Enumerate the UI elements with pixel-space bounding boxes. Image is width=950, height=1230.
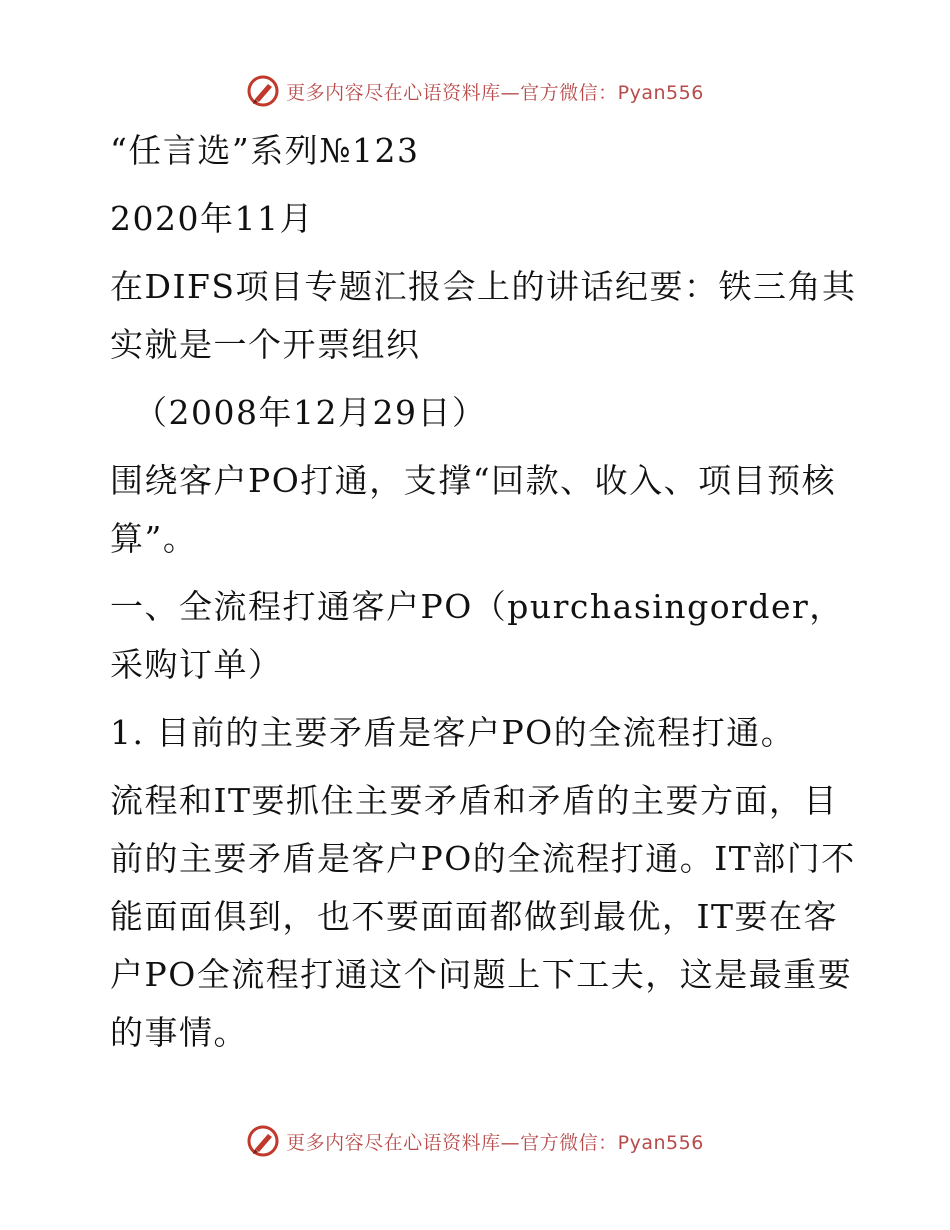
pen-logo-icon: [246, 1124, 280, 1158]
pen-logo-icon: [246, 74, 280, 108]
watermark-text: 更多内容尽在心语资料库—官方微信：Pyan556: [286, 81, 704, 104]
watermark-header: [0, 74, 950, 108]
section-heading-1: 一、全流程打通客户PO（purchasingorder，采购订单）: [110, 587, 844, 684]
speech-title: 在DIFS项目专题汇报会上的讲话纪要：铁三角其实就是一个开票组织: [110, 267, 857, 364]
series-title: “任言选”系列№123: [110, 131, 420, 170]
watermark-footer: [0, 1124, 950, 1158]
speech-date: （2008年12月29日）: [134, 393, 487, 432]
date-line: 2020年11月: [110, 199, 314, 238]
subsection-heading-1: 1. 目前的主要矛盾是客户PO的全流程打通。: [110, 713, 796, 752]
paragraph-body: 流程和IT要抓住主要矛盾和矛盾的主要方面，目前的主要矛盾是客户PO的全流程打通。IT部门不能面面俱到，也不要面面都做到最优，IT要在客户PO全流程打通这个问题上下工夫，这是最重要的事情。: [110, 781, 856, 1052]
watermark-text: 更多内容尽在心语资料库—官方微信：Pyan556: [286, 1131, 704, 1154]
paragraph-intro: 围绕客户PO打通，支撑“回款、收入、项目预核算”。: [110, 461, 837, 558]
document-body: [98, 122, 868, 1072]
